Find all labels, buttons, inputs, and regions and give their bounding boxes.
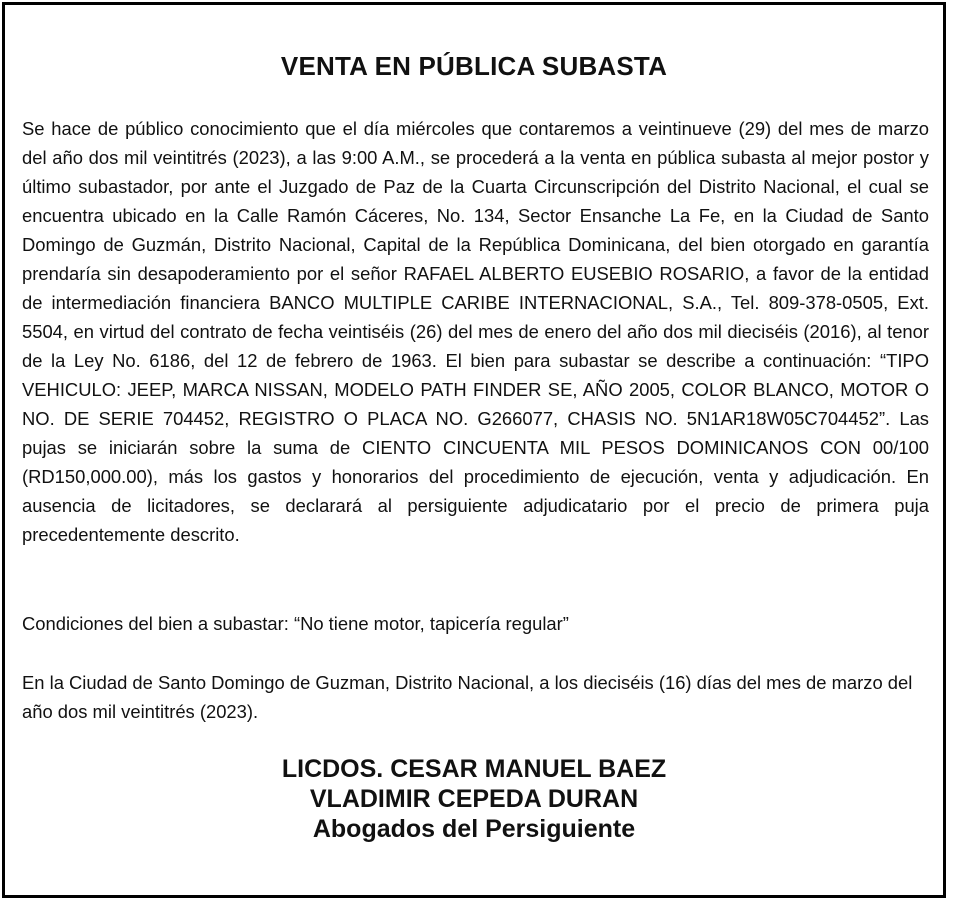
- date-place-paragraph: En la Ciudad de Santo Domingo de Guzman, Distrito Nacional, a los dieciséis (16) días del mes de marzo del año dos mil veintitrés (2023).: [22, 672, 913, 722]
- signature-line-role: Abogados del Persiguiente: [312, 815, 636, 843]
- signature-line-second-lawyer: VLADIMIR CEPEDA DURAN: [309, 785, 639, 813]
- conditions-paragraph: Condiciones del bien a subastar: “No tiene motor, tapicería regular”: [22, 613, 569, 634]
- notice-main-paragraph: Se hace de público conocimiento que el día miércoles que contaremos a veintinueve (29) del mes de marzo del año dos mil veintitrés (2023), a las 9:00 A.M., se procederá a la venta en pública subasta al mejor postor y último subastador, por ante el Juzgado de Paz de la Cuarta Circunscripción del Distrito Nacional, el cual se encuentra ubicado en la Calle Ramón Cáceres, No. 134, Sector Ensanche La Fe, en la Ciudad de Santo Domingo de Guzmán, Distrito Nacional, Capital de la República Dominicana, del bien otorgado en garantía prendaría sin desapoderamiento por el señor RAFAEL ALBERTO EUSEBIO ROSARIO, a favor de la entidad de intermediación financiera BANCO MULTIPLE CARIBE INTERNACIONAL, S.A., Tel. 809-378-0505, Ext. 5504, en virtud del contrato de fecha veintiséis (26) del mes de enero del año dos mil dieciséis (2016), al tenor de la Ley No. 6186, del 12 de febrero de 1963. El bien para subastar se describe a continuación: “TIPO VEHICULO: JEEP, MARCA NISSAN, MODELO PATH FINDER SE, AÑO 2005, COLOR BLANCO, MOTOR O NO. DE SERIE 704452, REGISTRO O PLACA NO. G266077, CHASIS NO. 5N1AR18W05C704452”. Las pujas se iniciarán sobre la suma de CIENTO CINCUENTA MIL PESOS DOMINICANOS CON 00/100 (RD150,000.00), más los gastos y honorarios del procedimiento de ejecución, venta y adjudicación. En ausencia de licitadores, se declarará al persiguiente adjudicatario por el precio de primera puja precedentemente descrito.: [22, 118, 929, 545]
- signature-line-lawyers: LICDOS. CESAR MANUEL BAEZ: [281, 755, 667, 783]
- signature-block: [5, 754, 943, 844]
- auction-notice: [2, 2, 946, 898]
- notice-title: VENTA EN PÚBLICA SUBASTA: [280, 51, 668, 81]
